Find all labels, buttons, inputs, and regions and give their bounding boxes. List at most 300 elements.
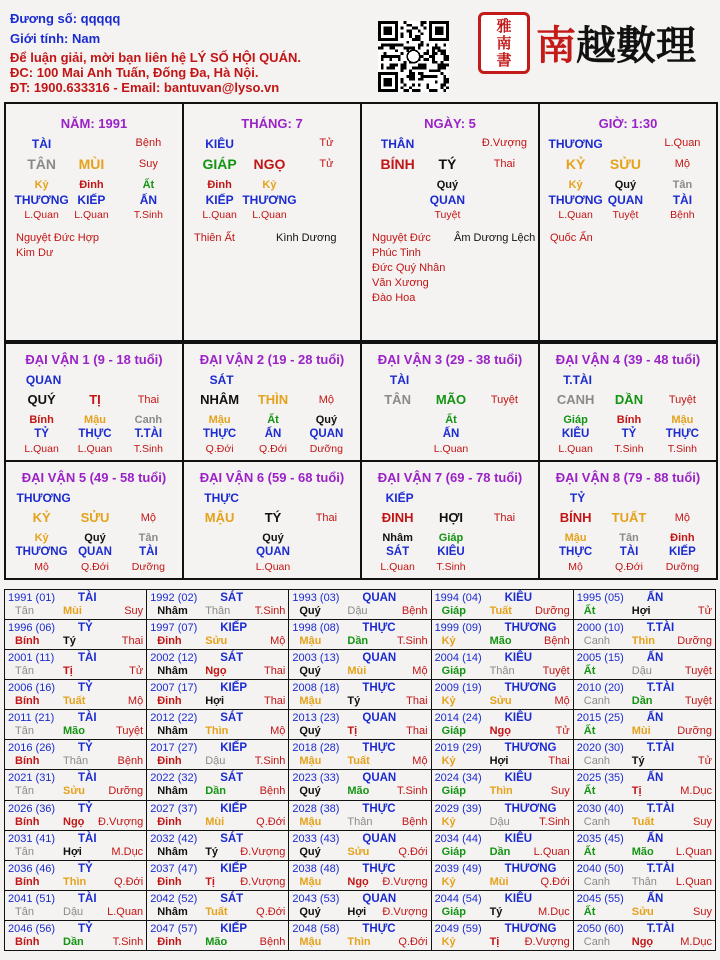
life-phase: Tuyệt xyxy=(490,394,518,406)
year-branch: Sửu xyxy=(631,905,654,918)
year-branch: Dậu xyxy=(347,605,368,617)
year-content xyxy=(289,710,430,739)
four-pillars-table xyxy=(4,102,718,342)
year-phase: M.Dục xyxy=(680,935,712,948)
year-cell[interactable] xyxy=(147,620,289,650)
year-phase: L.Quan xyxy=(675,875,712,888)
hidden-stem: Quý xyxy=(436,179,459,191)
year-phase: Q.Đới xyxy=(256,815,286,828)
year-content xyxy=(5,710,146,739)
year-content xyxy=(147,680,288,709)
year-cell[interactable] xyxy=(5,680,147,710)
year-label: 2019 (29) xyxy=(434,742,482,755)
year-stem: Canh xyxy=(583,815,611,828)
year-content xyxy=(432,620,573,649)
year-stem: Mậu xyxy=(299,815,322,828)
year-branch: Hợi xyxy=(63,845,82,858)
year-cell[interactable] xyxy=(573,740,715,770)
hidden-phase: Dưỡng xyxy=(131,561,165,573)
year-label: 1992 (02) xyxy=(150,592,198,604)
hidden-ten-god: TÀI xyxy=(139,546,158,558)
hidden-phase: T.Sinh xyxy=(614,443,644,455)
year-label: 2025 (35) xyxy=(576,772,624,785)
year-stem: Đinh xyxy=(157,935,182,948)
year-label: 2004 (14) xyxy=(434,652,482,665)
hidden-ten-god: QUAN xyxy=(429,193,466,207)
year-phase: Q.Đới xyxy=(256,905,286,918)
hidden-phase: Dưỡng xyxy=(309,443,343,455)
year-cell[interactable] xyxy=(431,800,573,830)
year-phase: Tử xyxy=(555,725,570,738)
year-phase: Bệnh xyxy=(401,815,428,828)
ten-god: TÀI xyxy=(31,137,52,151)
ten-god: THƯƠNG xyxy=(548,137,603,151)
year-cell[interactable] xyxy=(431,920,573,950)
qr-code-icon[interactable] xyxy=(378,21,449,92)
year-cell[interactable] xyxy=(573,620,715,650)
year-cell[interactable] xyxy=(573,680,715,710)
year-cell[interactable] xyxy=(573,800,715,830)
year-branch: Tị xyxy=(63,665,73,678)
year-content xyxy=(147,861,288,890)
year-cell[interactable] xyxy=(289,740,431,770)
life-phase: Suy xyxy=(138,158,158,170)
year-content xyxy=(289,650,430,679)
year-content xyxy=(574,831,715,860)
year-stem: Kỷ xyxy=(441,635,456,648)
year-cell[interactable] xyxy=(289,650,431,680)
year-cell[interactable] xyxy=(573,830,715,860)
year-branch: Mão xyxy=(347,785,370,798)
hidden-phase: L.Quan xyxy=(202,209,237,221)
year-content xyxy=(574,710,715,739)
special-stars xyxy=(194,231,235,246)
hidden-ten-god: KIẾP xyxy=(205,193,234,207)
year-phase: Thai xyxy=(263,695,286,708)
year-cell[interactable] xyxy=(431,710,573,740)
year-branch: Mùi xyxy=(63,605,82,617)
year-label: 1991 (01) xyxy=(8,592,56,604)
hidden-phase: L.Quan xyxy=(380,561,415,573)
year-cell[interactable] xyxy=(289,920,431,950)
year-phase: Thai xyxy=(406,725,428,738)
year-branch: Sửu xyxy=(347,845,370,858)
hidden-phase: L.Quan xyxy=(77,443,113,455)
year-cell[interactable] xyxy=(289,830,431,860)
special-star: Quốc Ấn xyxy=(550,232,593,244)
year-cell[interactable] xyxy=(431,860,573,890)
year-stem: Ất xyxy=(583,725,596,738)
year-phase: T.Sinh xyxy=(396,635,428,648)
year-content xyxy=(147,620,288,649)
year-stem: Ất xyxy=(583,665,596,678)
year-branch: Hợi xyxy=(489,755,509,768)
hidden-ten-god: THỰC xyxy=(78,428,112,440)
year-content xyxy=(432,740,573,769)
hidden-stem: Bính xyxy=(616,414,642,426)
luck-cell[interactable] xyxy=(361,343,539,461)
ten-god: THỰC xyxy=(204,491,239,505)
year-branch: Thìn xyxy=(489,785,513,798)
year-ten-god: QUAN xyxy=(362,592,397,604)
year-cell[interactable] xyxy=(573,890,715,920)
year-ten-god: THỰC xyxy=(362,802,396,815)
heavenly-stem: MẬU xyxy=(204,510,235,525)
year-branch: Tuất xyxy=(347,755,370,768)
year-label: 2048 (58) xyxy=(292,922,340,935)
hidden-stem: Nhâm xyxy=(382,532,413,544)
year-label: 2012 (22) xyxy=(150,712,198,725)
hidden-ten-god: KIÊU xyxy=(561,428,590,440)
year-phase: Suy xyxy=(550,785,570,798)
year-phase: Tử xyxy=(697,605,712,617)
year-label: 2028 (38) xyxy=(292,802,340,815)
year-label: 2046 (56) xyxy=(8,922,56,935)
year-branch: Tuất xyxy=(205,905,228,918)
year-ten-god: THƯƠNG xyxy=(504,922,557,935)
year-phase: Đ.Vượng xyxy=(382,905,428,918)
heavenly-stem: NHÂM xyxy=(200,392,240,407)
heavenly-stem: GIÁP xyxy=(202,156,237,172)
year-ten-god: ẤN xyxy=(646,892,664,905)
year-stem: Kỷ xyxy=(441,755,456,768)
year-branch: Thìn xyxy=(347,935,371,948)
year-content xyxy=(574,770,715,799)
year-cell[interactable] xyxy=(5,710,147,740)
phone-email[interactable]: ĐT: 1900.633316 - Email: bantuvan@lyso.vn xyxy=(10,80,280,95)
year-ten-god: SÁT xyxy=(220,772,244,785)
luck-content xyxy=(6,344,182,460)
special-star: Văn Xương xyxy=(372,277,429,289)
hidden-ten-god: THƯƠNG xyxy=(242,193,297,207)
year-cell[interactable] xyxy=(431,740,573,770)
year-stem: Bính xyxy=(15,815,40,828)
year-ten-god: SÁT xyxy=(220,652,244,665)
year-content xyxy=(5,831,146,860)
year-branch: Thìn xyxy=(205,725,229,738)
year-cell[interactable] xyxy=(5,620,147,650)
ten-god-phase: Tử xyxy=(319,137,334,149)
year-label: 2017 (27) xyxy=(150,742,198,755)
year-content xyxy=(432,921,573,950)
seal-char: 書 xyxy=(496,50,512,69)
hidden-phase: L.Quan xyxy=(433,443,469,455)
earthly-branch: DẦN xyxy=(614,392,644,407)
luck-title: ĐẠI VẬN 6 (59 - 68 tuổi) xyxy=(199,470,345,485)
year-ten-god: SÁT xyxy=(220,712,244,725)
hidden-stem: Giáp xyxy=(438,532,464,544)
year-stem: Mậu xyxy=(299,935,322,948)
special-star: Kình Dương xyxy=(276,232,337,244)
year-ten-god: SÁT xyxy=(220,592,244,604)
year-phase: Đ.Vượng xyxy=(240,875,286,888)
year-label: 2011 (21) xyxy=(8,712,55,725)
year-stem: Ất xyxy=(583,785,596,798)
life-phase: Thai xyxy=(493,158,516,170)
year-label: 2047 (57) xyxy=(150,922,198,935)
year-ten-god: TÀI xyxy=(78,892,97,905)
year-content xyxy=(147,831,288,860)
luck-cell[interactable] xyxy=(5,461,183,579)
hidden-phase: L.Quan xyxy=(74,209,109,221)
year-stem: Đinh xyxy=(157,815,182,828)
earthly-branch: TÝ xyxy=(264,510,282,525)
year-ten-god: TỶ xyxy=(78,742,93,755)
hidden-ten-god: QUAN xyxy=(256,546,290,558)
year-content xyxy=(5,680,146,709)
year-cell[interactable] xyxy=(431,650,573,680)
year-content xyxy=(289,770,430,799)
year-phase: Mộ xyxy=(554,695,570,708)
year-label: 2013 (23) xyxy=(292,712,340,725)
year-phase: Đ.Vượng xyxy=(240,845,286,858)
year-ten-god: T.TÀI xyxy=(646,622,675,635)
year-content xyxy=(5,590,146,619)
year-cell[interactable] xyxy=(431,590,573,620)
year-ten-god: ẤN xyxy=(646,832,664,845)
heavenly-stem: TÂN xyxy=(384,392,411,407)
year-phase: T.Sinh xyxy=(539,815,570,828)
year-cell[interactable] xyxy=(289,590,431,620)
year-cell[interactable] xyxy=(147,650,289,680)
year-ten-god: TỶ xyxy=(78,682,93,695)
year-label: 2020 (30) xyxy=(576,742,624,755)
year-label: 2007 (17) xyxy=(150,682,198,695)
hidden-stem: Ất xyxy=(445,414,457,426)
year-phase: T.Sinh xyxy=(254,755,286,768)
year-cell[interactable] xyxy=(147,770,289,800)
year-phase: T.Sinh xyxy=(396,785,428,798)
luck-content xyxy=(6,462,182,578)
year-cell[interactable] xyxy=(5,800,147,830)
year-ten-god: KIÊU xyxy=(504,712,533,725)
year-branch: Tị xyxy=(347,725,358,738)
year-cell[interactable] xyxy=(573,920,715,950)
year-cell[interactable] xyxy=(431,680,573,710)
year-cell[interactable] xyxy=(5,590,147,620)
year-branch: Mão xyxy=(489,635,512,648)
hidden-stem: Mậu xyxy=(208,414,231,426)
hidden-phase: T.Sinh xyxy=(667,443,697,455)
year-phase: Suy xyxy=(693,905,712,918)
hidden-stem: Tân xyxy=(138,532,159,544)
year-branch: Hợi xyxy=(347,905,367,918)
luck-cell[interactable] xyxy=(5,343,183,461)
year-cell[interactable] xyxy=(573,860,715,890)
year-label: 2045 (55) xyxy=(576,892,624,905)
ten-god-phase: L.Quan xyxy=(664,137,701,149)
year-label: 2022 (32) xyxy=(150,772,198,785)
year-label: 2036 (46) xyxy=(8,862,56,875)
earthly-branch: TÝ xyxy=(438,156,457,172)
year-stem: Canh xyxy=(583,755,611,768)
year-ten-god: T.TÀI xyxy=(646,802,675,815)
hidden-phase: Q.Đới xyxy=(205,443,234,455)
year-content xyxy=(289,861,430,890)
year-cell[interactable] xyxy=(147,590,289,620)
year-cell[interactable] xyxy=(147,830,289,860)
year-cell[interactable] xyxy=(573,650,715,680)
year-cell[interactable] xyxy=(431,770,573,800)
gender: Giới tính: Nam xyxy=(10,31,101,46)
year-label: 2015 (25) xyxy=(576,712,624,725)
earthly-branch: NGỌ xyxy=(253,156,286,172)
year-label: 1994 (04) xyxy=(434,592,482,604)
ten-god: QUAN xyxy=(25,373,62,387)
life-phase: Mộ xyxy=(674,158,691,170)
year-stem: Bính xyxy=(15,635,40,648)
heavenly-stem: KỶ xyxy=(32,510,51,525)
luck-cell[interactable] xyxy=(539,343,717,461)
year-cell[interactable] xyxy=(573,770,715,800)
special-star: Đức Quý Nhân xyxy=(372,262,446,274)
year-cell[interactable] xyxy=(289,800,431,830)
year-stem: Canh xyxy=(583,935,611,948)
pillar-cell xyxy=(539,103,717,341)
life-phase: Tuyệt xyxy=(668,394,696,406)
hidden-phase: L.Quan xyxy=(558,443,593,455)
pillar-cell xyxy=(183,103,361,341)
year-stem: Tân xyxy=(15,605,34,617)
year-cell[interactable] xyxy=(431,830,573,860)
year-branch: Thân xyxy=(205,605,231,617)
year-cell[interactable] xyxy=(5,770,147,800)
year-cell[interactable] xyxy=(5,650,147,680)
year-ten-god: KIÊU xyxy=(504,772,533,785)
year-cell[interactable] xyxy=(147,920,289,950)
year-content xyxy=(432,831,573,860)
year-cell[interactable] xyxy=(147,890,289,920)
year-cell[interactable] xyxy=(431,890,573,920)
luck-cell[interactable] xyxy=(539,461,717,579)
year-branch: Tý xyxy=(63,635,76,648)
year-cell[interactable] xyxy=(289,860,431,890)
year-content xyxy=(147,921,288,950)
year-branch: Thìn xyxy=(63,875,87,888)
hidden-ten-god: KIÊU xyxy=(437,546,465,558)
year-content xyxy=(432,861,573,890)
year-phase: Tuyệt xyxy=(542,665,570,678)
year-stem: Bính xyxy=(15,755,40,768)
luck-content xyxy=(362,462,538,578)
year-cell[interactable] xyxy=(289,890,431,920)
hidden-phase: Q.Đới xyxy=(615,561,643,573)
luck-cell[interactable] xyxy=(183,461,361,579)
year-ten-god: THƯƠNG xyxy=(504,742,557,755)
year-content xyxy=(574,740,715,769)
year-phase: Thai xyxy=(121,635,144,648)
hidden-stem: Quý xyxy=(614,179,637,191)
year-content xyxy=(289,801,430,830)
luck-content xyxy=(184,462,360,578)
year-stem: Ất xyxy=(583,845,596,858)
year-phase: Mộ xyxy=(127,695,144,708)
year-content xyxy=(289,921,430,950)
pillar-title: THÁNG: 7 xyxy=(241,116,303,131)
year-cell[interactable] xyxy=(5,740,147,770)
year-content xyxy=(574,680,715,709)
hidden-stem: Kỷ xyxy=(262,179,277,191)
ten-god: TÀI xyxy=(389,373,410,387)
year-label: 2050 (60) xyxy=(576,922,624,935)
hidden-ten-god: TÀI xyxy=(619,546,639,558)
year-ten-god: THỰC xyxy=(362,862,396,875)
year-cell[interactable] xyxy=(5,890,147,920)
year-stem: Nhâm xyxy=(157,665,188,678)
heavenly-stem: QUÝ xyxy=(27,392,56,407)
year-cell[interactable] xyxy=(147,860,289,890)
year-branch: Hợi xyxy=(631,605,651,617)
year-cell[interactable] xyxy=(147,710,289,740)
year-stem: Nhâm xyxy=(157,725,188,738)
year-label: 2001 (11) xyxy=(8,652,55,665)
year-phase: Dưỡng xyxy=(108,785,144,798)
year-stem: Kỷ xyxy=(441,935,456,948)
special-star-right xyxy=(276,231,336,246)
year-cell[interactable] xyxy=(147,680,289,710)
year-label: 2033 (43) xyxy=(292,832,340,845)
luck-cell[interactable] xyxy=(183,343,361,461)
hidden-stem: Kỷ xyxy=(34,179,49,191)
year-cell[interactable] xyxy=(5,830,147,860)
seal-char: 雅 xyxy=(496,16,512,35)
year-ten-god: QUAN xyxy=(362,832,397,845)
year-cell[interactable] xyxy=(573,710,715,740)
year-cell[interactable] xyxy=(431,620,573,650)
year-stem: Quý xyxy=(299,785,321,798)
year-cell[interactable] xyxy=(573,590,715,620)
year-cell[interactable] xyxy=(289,770,431,800)
year-branch: Sửu xyxy=(63,785,86,798)
pillar-title: GIỜ: 1:30 xyxy=(598,116,658,131)
year-cell[interactable] xyxy=(5,920,147,950)
year-stem: Nhâm xyxy=(157,605,188,617)
year-ten-god: TÀI xyxy=(78,832,97,845)
year-branch: Thân xyxy=(63,755,89,768)
luck-cell[interactable] xyxy=(361,461,539,579)
hidden-phase: L.Quan xyxy=(255,561,291,573)
year-stem: Giáp xyxy=(441,785,467,798)
hidden-stem: Đinh xyxy=(79,179,104,191)
earthly-branch: SỬU xyxy=(609,156,641,172)
year-branch: Dần xyxy=(63,935,84,948)
year-stem: Quý xyxy=(299,605,321,617)
year-stem: Đinh xyxy=(157,875,182,888)
year-branch: Dần xyxy=(631,695,653,708)
year-label: 2044 (54) xyxy=(434,892,482,905)
pillar-content xyxy=(362,104,538,340)
year-cell[interactable] xyxy=(147,740,289,770)
year-phase: Suy xyxy=(693,815,712,828)
hidden-stem: Ất xyxy=(267,414,279,426)
year-cell[interactable] xyxy=(289,680,431,710)
year-label: 2024 (34) xyxy=(434,772,482,785)
hidden-ten-god: ẤN xyxy=(442,428,460,440)
year-label: 2016 (26) xyxy=(8,742,56,755)
year-branch: Mùi xyxy=(489,875,509,888)
year-ten-god: TỶ xyxy=(78,622,93,635)
hidden-ten-god: THỰC xyxy=(665,428,699,440)
ten-god-phase: Bệnh xyxy=(135,137,162,149)
year-cell[interactable] xyxy=(5,860,147,890)
hidden-ten-god: QUAN xyxy=(78,546,112,558)
year-cell[interactable] xyxy=(289,710,431,740)
contact-note: Để luận giải, mời bạn liên hệ LÝ SỐ HỘI QUÁN. xyxy=(10,50,301,65)
year-cell[interactable] xyxy=(147,800,289,830)
year-branch: Mùi xyxy=(347,665,367,678)
year-cell[interactable] xyxy=(289,620,431,650)
ten-god-phase: Đ.Vượng xyxy=(481,137,527,149)
